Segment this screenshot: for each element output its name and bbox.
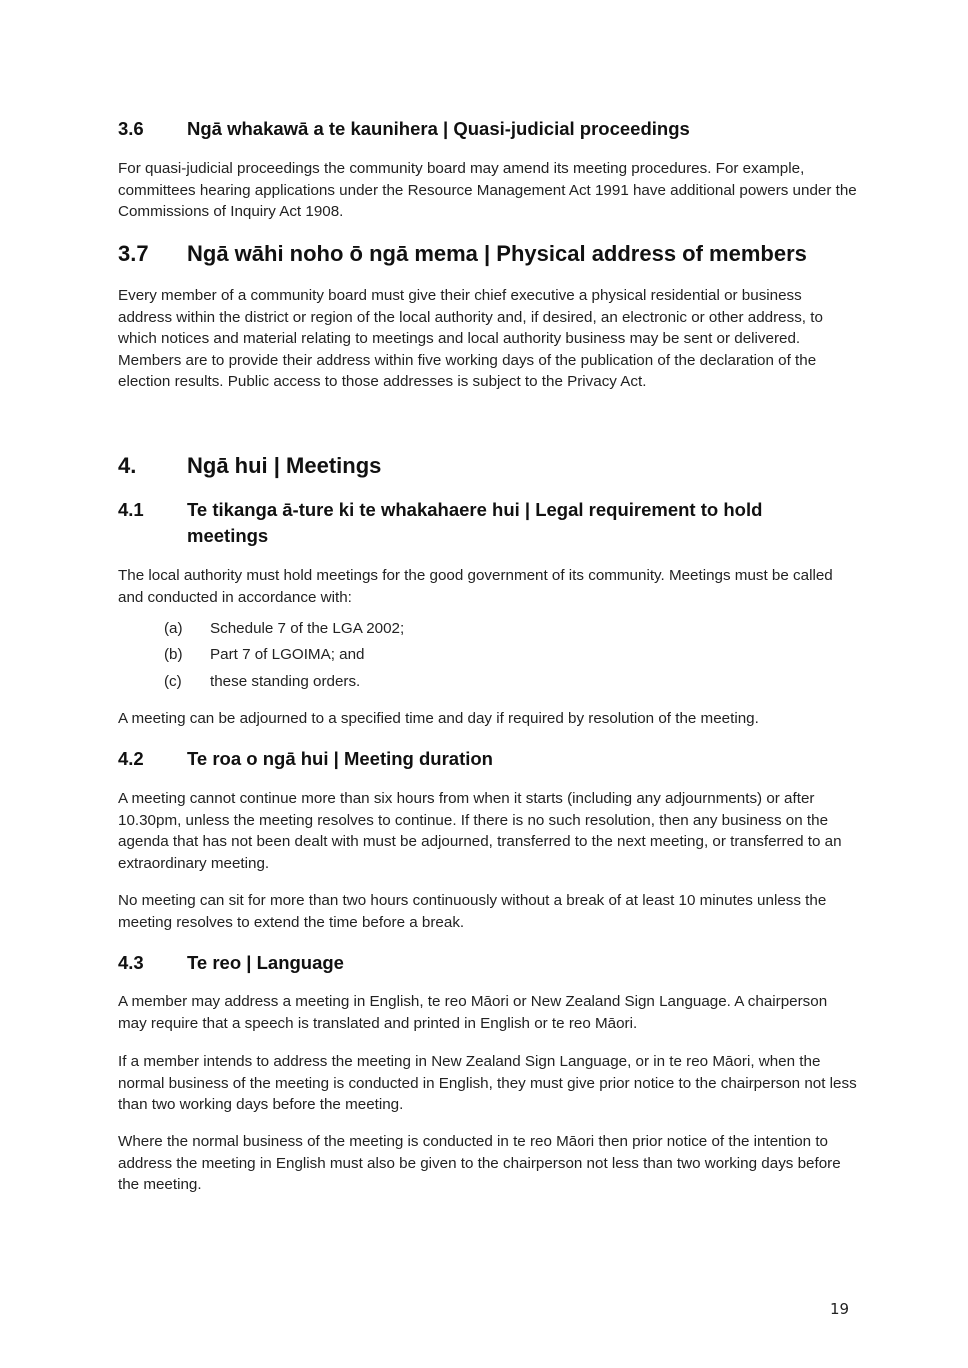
list-label: (c): [164, 673, 182, 690]
paragraph-4-1-closing: A meeting can be adjourned to a specified time and day if required by resolution of the meeting.: [118, 710, 759, 727]
paragraph-4-3-a: A member may address a meeting in English, te reo Māori or New Zealand Sign Language. A chairperson may require that a speech is translated and printed in English or te reo Māori.: [118, 993, 828, 1032]
section-number: 4.3: [118, 952, 144, 973]
page-number: 19: [830, 1300, 850, 1318]
section-number: 4.: [118, 453, 137, 478]
list-label: (a): [164, 620, 183, 637]
section-number: 4.2: [118, 748, 144, 769]
section-title: Ngā hui | Meetings: [187, 453, 382, 478]
paragraph-3-7: Every member of a community board must give their chief executive a physical residential or business address within the district or region of the local authority and, if desired, an electronic or other address, to which notices and material relating to meetings and local authority business may be sent or delivered. Members are to provide their address within five working days of the publication of the declaration of the election results. Public access to those addresses is subject to the Privacy Act.: [118, 287, 823, 390]
section-number: 4.1: [118, 499, 144, 520]
list-label: (b): [164, 646, 183, 663]
paragraph-3-6: For quasi-judicial proceedings the community board may amend its meeting procedures. For example, committees hearing applications under the Resource Management Act 1991 have additional powers under the Commissions of Inquiry Act 1908.: [118, 160, 857, 220]
section-title: Ngā whakawā a te kaunihera | Quasi-judicial proceedings: [187, 118, 690, 139]
paragraph-4-2-b: No meeting can sit for more than two hours continuously without a break of at least 10 minutes unless the meeting resolves to extend the time before a break.: [118, 892, 827, 931]
list-text: Part 7 of LGOIMA; and: [210, 646, 365, 663]
section-title: Te reo | Language: [187, 952, 344, 973]
section-title: Te roa o ngā hui | Meeting duration: [187, 748, 493, 769]
section-number: 3.6: [118, 118, 144, 139]
section-number: 3.7: [118, 241, 149, 266]
list-text: Schedule 7 of the LGA 2002;: [210, 620, 405, 637]
section-title: Ngā wāhi noho ō ngā mema | Physical address of members: [187, 241, 807, 266]
paragraph-4-1: The local authority must hold meetings for the good government of its community. Meetings must be called and conducted in accordance with:: [118, 567, 833, 606]
section-title: Te tikanga ā-ture ki te whakahaere hui | Legal requirement to hold meetings: [187, 499, 763, 546]
paragraph-4-3-c: Where the normal business of the meeting is conducted in te reo Māori then prior notice of the intention to address the meeting in English must also be given to the chairperson not less than two working days before the meeting.: [118, 1133, 841, 1193]
paragraph-4-2-a: A meeting cannot continue more than six hours from when it starts (including any adjournments) or after 10.30pm, unless the meeting resolves to continue. If there is no such resolution, then any business on the agenda that has not been dealt with must be adjourned, transferred to the next meeting, or transferred to an extraordinary meeting.: [118, 790, 842, 872]
paragraph-4-3-b: If a member intends to address the meeting in New Zealand Sign Language, or in te reo Māori, when the normal business of the meeting is conducted in English, they must give prior notice to the chairperson not less than two working days before the meeting.: [118, 1053, 857, 1113]
list-text: these standing orders.: [210, 673, 361, 690]
